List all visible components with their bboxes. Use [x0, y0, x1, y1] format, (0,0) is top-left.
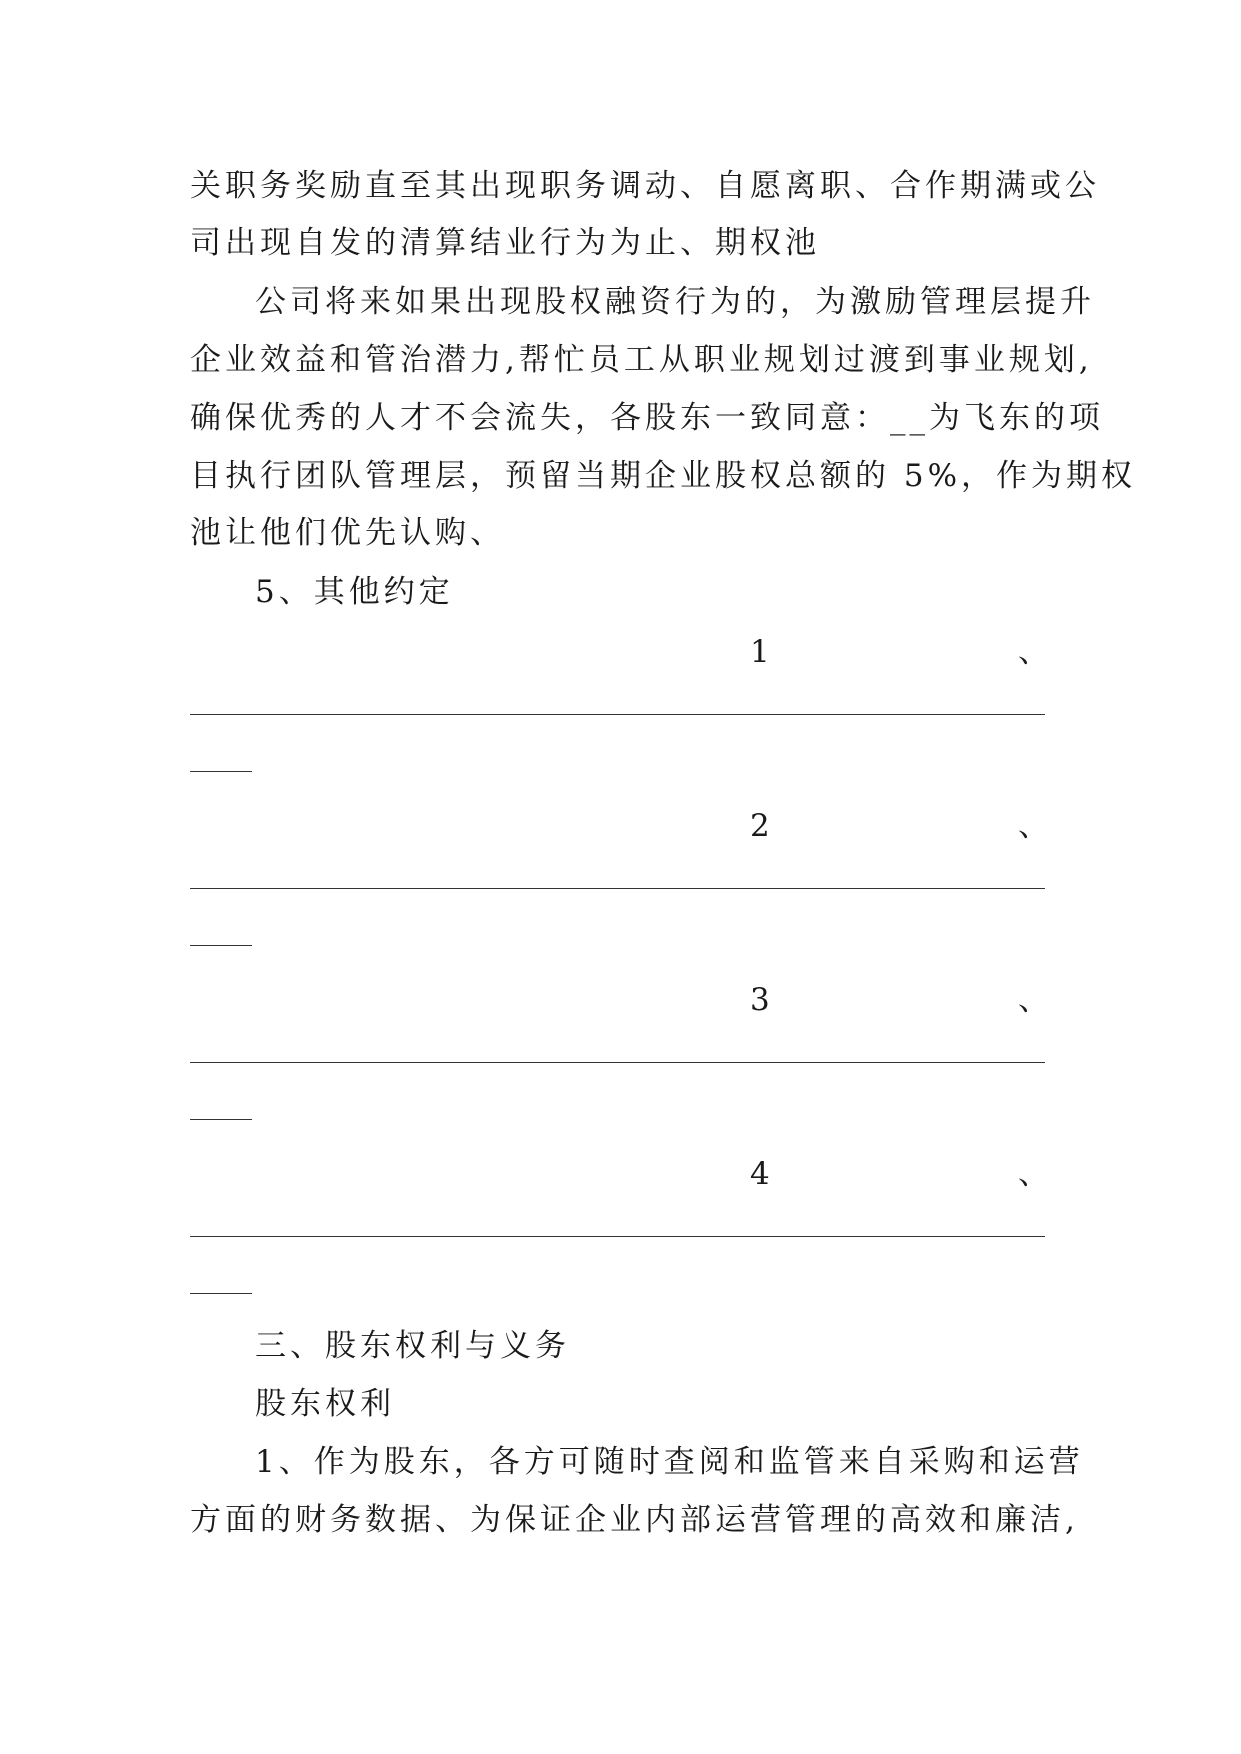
subsection-heading: 5、其他约定: [255, 574, 454, 610]
text-line: 目执行团队管理层，预留当期企业股权总额的 5%，作为期权: [190, 458, 1137, 494]
text-line: 池让他们优先认购、: [190, 515, 505, 551]
text-line: 司出现自发的清算结业行为为止、期权池: [190, 225, 820, 261]
blank-line: [190, 714, 1045, 715]
paragraph-line: 方面的财务数据、为保证企业内部运营管理的高效和廉洁,: [190, 1502, 1079, 1538]
item-separator: 、: [1018, 1156, 1049, 1192]
blank-line: [190, 1236, 1045, 1237]
blank-line: [190, 945, 252, 946]
blank-line: [190, 771, 252, 772]
item-number: 1: [750, 634, 770, 670]
item-separator: 、: [1018, 808, 1049, 844]
text-line: 关职务奖励直至其出现职务调动、自愿离职、合作期满或公: [190, 168, 1100, 204]
blank-line: [190, 1062, 1045, 1063]
item-number: 4: [750, 1156, 770, 1192]
text-line: 公司将来如果出现股权融资行为的，为激励管理层提升: [255, 284, 1095, 320]
text-line: 确保优秀的人才不会流失，各股东一致同意：__为飞东的项: [190, 400, 1104, 436]
section-heading: 三、股东权利与义务: [255, 1328, 570, 1364]
subheading: 股东权利: [255, 1386, 395, 1422]
blank-line: [190, 1293, 252, 1294]
item-number: 3: [750, 982, 770, 1018]
item-number: 2: [750, 808, 770, 844]
blank-line: [190, 1119, 252, 1120]
item-separator: 、: [1018, 982, 1049, 1018]
blank-line: [190, 888, 1045, 889]
text-line: 企业效益和管治潜力,帮忙员工从职业规划过渡到事业规划,: [190, 342, 1093, 378]
paragraph-line: 1、作为股东，各方可随时查阅和监管来自采购和运营: [255, 1444, 1084, 1480]
item-separator: 、: [1018, 634, 1049, 670]
